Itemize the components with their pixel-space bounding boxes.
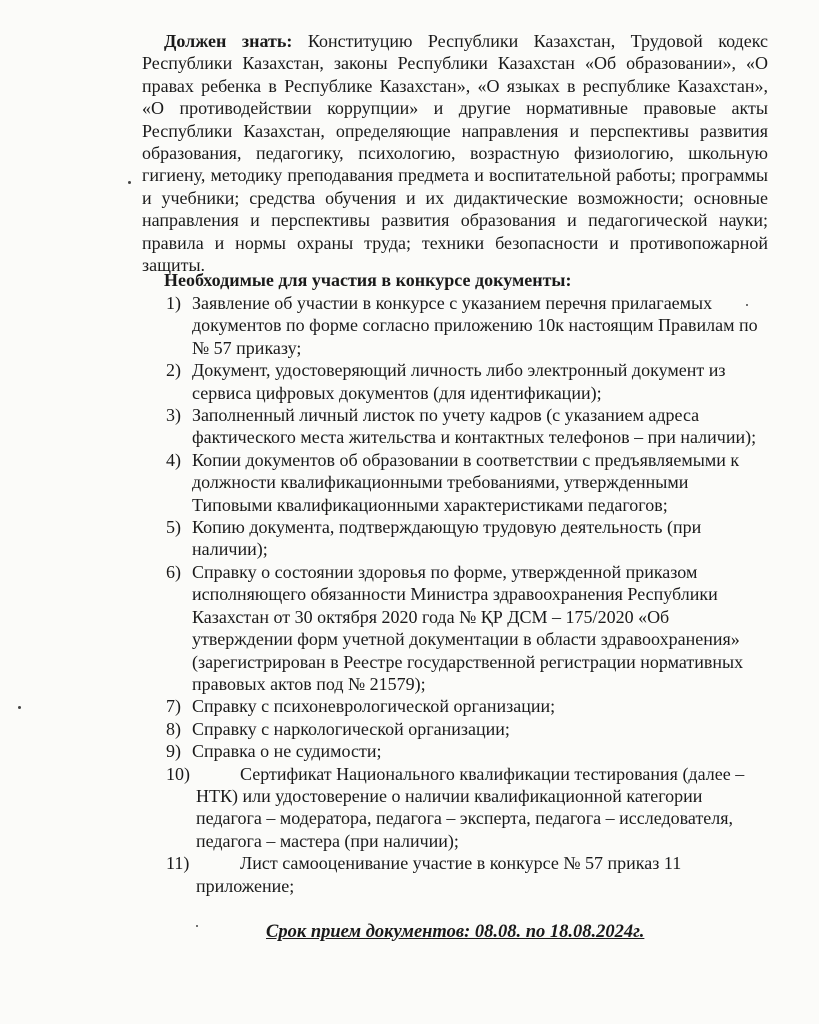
item-text: Документ, удостоверяющий личность либо электронный документ из сервиса цифровых документов (для идентификации); bbox=[192, 360, 726, 403]
list-item bbox=[166, 718, 768, 740]
item-number: 2) bbox=[166, 360, 181, 381]
list-item bbox=[166, 852, 768, 897]
item-text: Справку с психоневрологической организации; bbox=[192, 696, 556, 717]
scan-speck bbox=[746, 304, 748, 306]
item-text: Копию документа, подтверждающую трудовую деятельность (при наличии); bbox=[192, 517, 702, 560]
item-text: Сертификат Национального квалификации тестирования (далее – НТК) или удостоверение о наличии квалификационной категории педагога – модератора, педагога – эксперта, педагога – исследователя, педагога – мастера (при наличии); bbox=[196, 763, 745, 851]
item-text: Копии документов об образовании в соответствии с предъявляемыми к должности квалификационными требованиями, утвержденными Типовыми квалификационными характеристиками педагогов; bbox=[192, 449, 740, 515]
list-item bbox=[166, 561, 768, 695]
documents-list bbox=[166, 292, 768, 897]
list-item bbox=[166, 763, 768, 853]
scan-speck bbox=[196, 925, 198, 927]
scan-speck bbox=[18, 706, 21, 709]
requirements-text: Конституцию Республики Казахстан, Трудовой кодекс Республики Казахстан, законы Республики Казахстан «Об образовании», «О правах ребенка в Республике Казахстан», «О языках в республике Казахстан», «О противодействии коррупции» и другие нормативные правовые акты Республики Казахстан, определяющие направления и перспективы развития образования, педагогику, психологию, возрастную физиологию, школьную гигиену, методику преподавания предмета и воспитательной работы; программы и учебники; средства обучения и их дидактические возможности; основные направления и перспективы развития образования и педагогической науки; правила и нормы охраны труда; техники безопасности и противопожарной защиты. bbox=[142, 31, 768, 276]
item-text: Заявление об участии в конкурсе с указанием перечня прилагаемых документов по форме согласно приложению 10к настоящим Правилам по № 57 приказу; bbox=[192, 293, 758, 358]
documents-heading: Необходимые для участия в конкурсе документы: bbox=[164, 270, 572, 290]
item-number: 8) bbox=[166, 718, 181, 739]
item-text: Справку с наркологической организации; bbox=[192, 718, 510, 739]
list-item bbox=[166, 292, 768, 359]
item-number: 1) bbox=[166, 293, 181, 313]
list-item bbox=[166, 449, 768, 516]
item-number: 10) bbox=[166, 763, 190, 784]
item-number: 5) bbox=[166, 517, 181, 538]
deadline-notice: Срок прием документов: 08.08. по 18.08.2024г. bbox=[266, 922, 645, 942]
list-item bbox=[166, 404, 768, 449]
item-number: 11) bbox=[166, 853, 190, 874]
list-item bbox=[166, 740, 768, 762]
item-text: Лист самооценивание участие в конкурсе № 57 приказ 11 приложение; bbox=[196, 853, 682, 896]
list-item bbox=[166, 516, 768, 561]
item-text: Справку о состоянии здоровья по форме, утвержденной приказом исполняющего обязанности Министра здравоохранения Республики Казахстан от 30 октября 2020 года № ҚР ДСМ – 175/2020 «Об утверждении форм учетной документации в области здравоохранения» (зарегистрирован в Реестре государственной регистрации нормативных правовых актов под № 21579); bbox=[192, 561, 744, 694]
requirements-paragraph bbox=[142, 30, 768, 276]
item-number: 7) bbox=[166, 696, 181, 717]
list-item bbox=[166, 359, 768, 404]
item-number: 9) bbox=[166, 741, 181, 762]
requirements-label: Должен знать: bbox=[164, 31, 293, 51]
list-item bbox=[166, 695, 768, 717]
item-text: Справка о не судимости; bbox=[192, 741, 382, 762]
item-number: 4) bbox=[166, 449, 181, 470]
item-text: Заполненный личный листок по учету кадров (с указанием адреса фактического места жительства и контактных телефонов – при наличии); bbox=[192, 405, 757, 448]
item-number: 6) bbox=[166, 561, 181, 582]
item-number: 3) bbox=[166, 405, 181, 426]
scan-speck bbox=[128, 181, 131, 184]
